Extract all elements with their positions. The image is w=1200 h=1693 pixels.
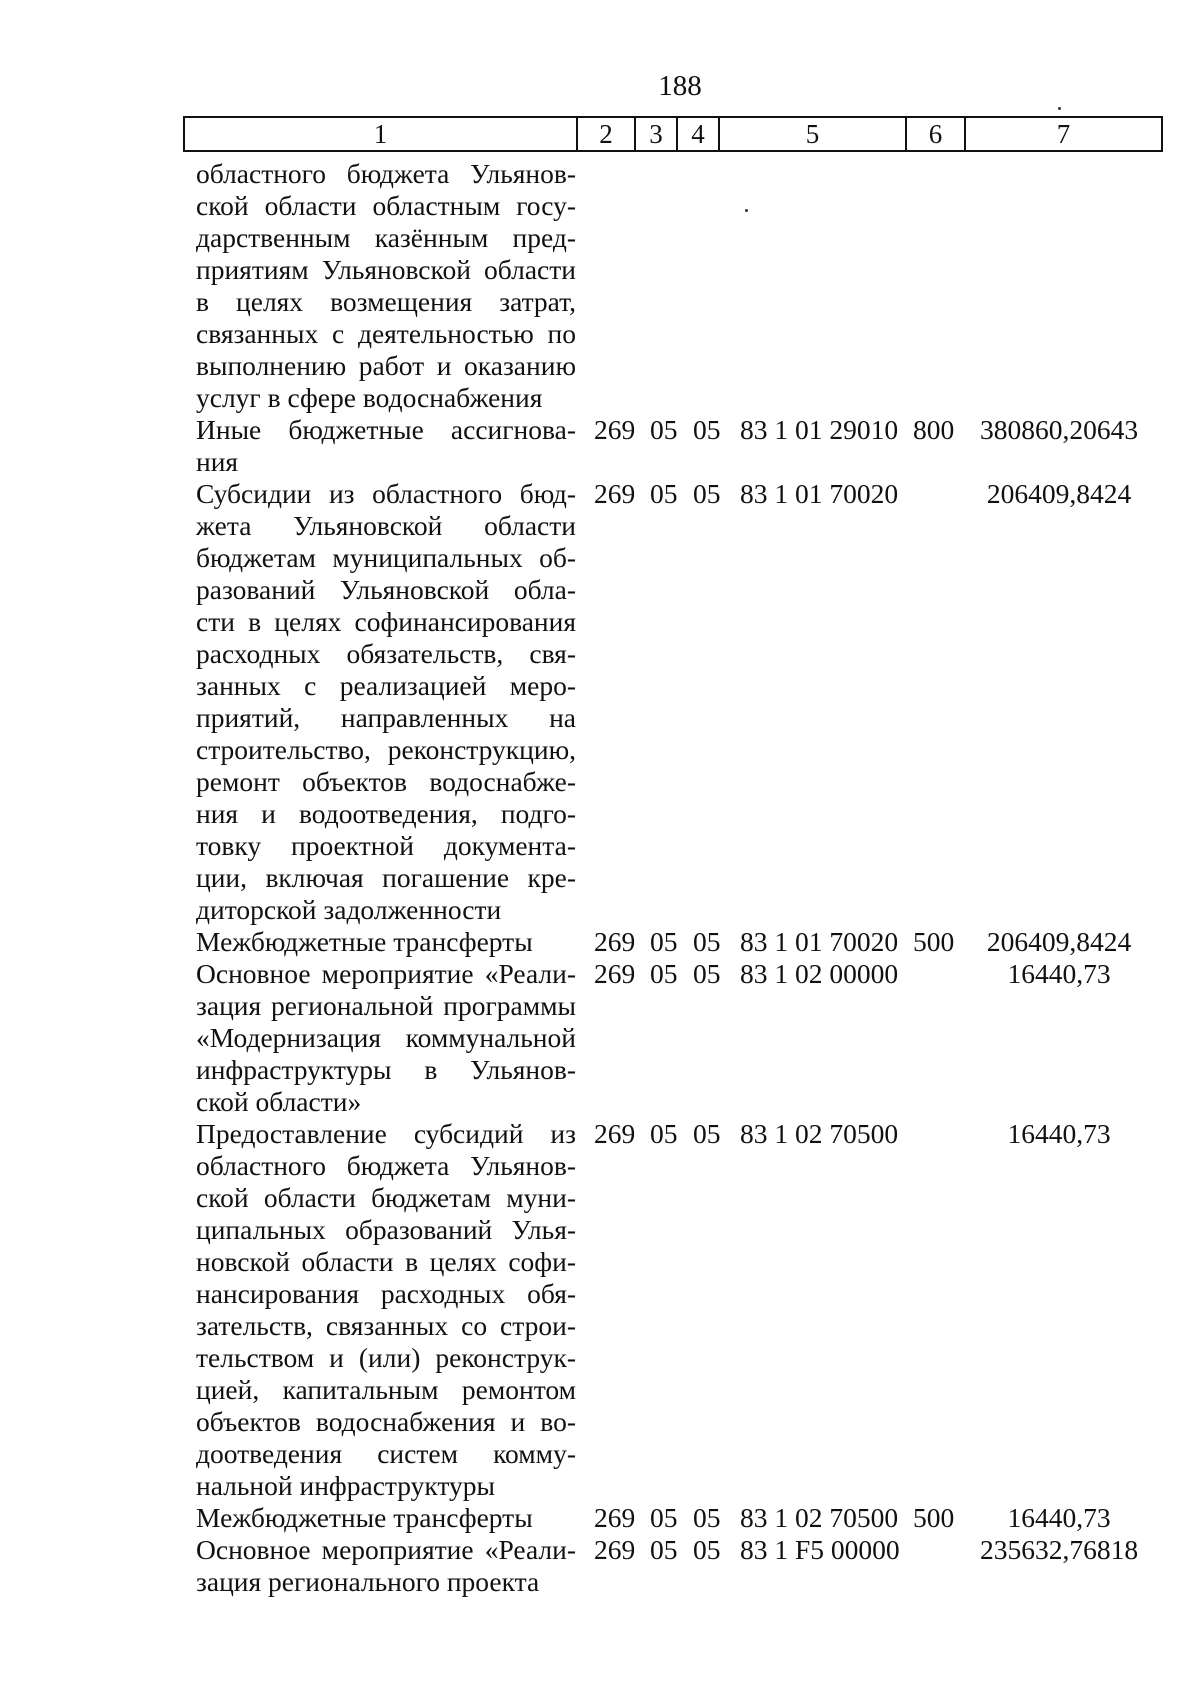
row-description <box>196 1502 576 1534</box>
description-line: приятий, направленных на <box>196 702 576 733</box>
description-line: объектов водоснабжения и во- <box>196 1406 576 1437</box>
description-line: нансирования расходных обя- <box>196 1278 576 1309</box>
cell-c2: 269 <box>594 1118 636 1149</box>
description-line: областного бюджета Ульянов- <box>196 158 576 189</box>
table-row <box>0 1118 1200 1502</box>
description-line: сти в целях софинансирования <box>196 606 576 637</box>
header-col-6: 6 <box>906 117 965 151</box>
row-description <box>196 926 576 958</box>
cell-c5: 83 1 02 00000 <box>740 958 899 989</box>
cell-c2: 269 <box>594 1502 636 1533</box>
cell-c4: 05 <box>693 958 721 989</box>
row-description <box>196 958 576 1118</box>
cell-c3: 05 <box>650 1534 678 1565</box>
description-line: расходных обязательств, свя- <box>196 638 576 669</box>
cell-c3: 05 <box>650 414 678 445</box>
cell-c7: 380860,20643 <box>979 414 1139 445</box>
description-line: инфраструктуры в Ульянов- <box>196 1054 576 1085</box>
description-line: ской области бюджетам муни- <box>196 1182 576 1213</box>
cell-c2: 269 <box>594 478 636 509</box>
cell-c3: 05 <box>650 926 678 957</box>
page-number: 188 <box>658 70 702 102</box>
cell-c3: 05 <box>650 1502 678 1533</box>
cell-c2: 269 <box>594 926 636 957</box>
description-line: ния и водоотведения, подго- <box>196 798 576 829</box>
cell-c5: 83 1 F5 00000 <box>740 1534 900 1565</box>
cell-c4: 05 <box>693 414 721 445</box>
table-row <box>0 1502 1200 1534</box>
description-line: связанных с деятельностью по <box>196 318 576 349</box>
description-line: разований Ульяновской обла- <box>196 574 576 605</box>
description-line: Иные бюджетные ассигнова- <box>196 414 576 445</box>
description-line: областного бюджета Ульянов- <box>196 1150 576 1181</box>
cell-c4: 05 <box>693 1118 721 1149</box>
description-line: дарственным казённым пред- <box>196 222 576 253</box>
cell-c7: 206409,8424 <box>986 478 1132 509</box>
description-line: Основное мероприятие «Реали- <box>196 1534 576 1565</box>
header-col-7: 7 <box>965 117 1162 151</box>
cell-c5: 83 1 02 70500 <box>740 1502 899 1533</box>
cell-c7: 16440,73 <box>1007 958 1111 989</box>
cell-c7: 16440,73 <box>1007 1502 1111 1533</box>
description-line: услуг в сфере водоснабжения <box>196 382 543 413</box>
cell-c5: 83 1 01 70020 <box>740 926 899 957</box>
description-line: ремонт объектов водоснабже- <box>196 766 576 797</box>
table-row <box>0 158 1200 414</box>
cell-c4: 05 <box>693 478 721 509</box>
description-line: диторской задолженности <box>196 894 502 925</box>
description-line: бюджетам муниципальных об- <box>196 542 576 573</box>
header-col-4: 4 <box>677 117 719 151</box>
cell-c2: 269 <box>594 1534 636 1565</box>
scan-speck <box>1058 107 1061 110</box>
description-line: цией, капитальным ремонтом <box>196 1374 576 1405</box>
cell-c3: 05 <box>650 478 678 509</box>
description-line: приятиям Ульяновской области <box>196 254 576 285</box>
header-col-5: 5 <box>719 117 906 151</box>
cell-c4: 05 <box>693 1502 721 1533</box>
description-line: нальной инфраструктуры <box>196 1470 496 1501</box>
header-col-1: 1 <box>184 117 577 151</box>
table-row <box>0 926 1200 958</box>
cell-c6: 500 <box>913 1502 955 1533</box>
description-line: товку проектной документа- <box>196 830 576 861</box>
description-line: тельством и (или) реконструк- <box>196 1342 576 1373</box>
cell-c4: 05 <box>693 1534 721 1565</box>
description-line: в целях возмещения затрат, <box>196 286 576 317</box>
description-line: ципальных образований Улья- <box>196 1214 576 1245</box>
cell-c4: 05 <box>693 926 721 957</box>
cell-c7: 206409,8424 <box>986 926 1132 957</box>
cell-c2: 269 <box>594 414 636 445</box>
cell-c7: 235632,76818 <box>979 1534 1139 1565</box>
description-line: жета Ульяновской области <box>196 510 576 541</box>
description-line: ской области» <box>196 1086 362 1117</box>
description-line: зательств, связанных со строи- <box>196 1310 576 1341</box>
table-row <box>0 414 1200 478</box>
cell-c3: 05 <box>650 958 678 989</box>
cell-c5: 83 1 01 70020 <box>740 478 899 509</box>
description-line: Межбюджетные трансферты <box>196 1502 533 1533</box>
description-line: ской области областным госу- <box>196 190 576 221</box>
table-row <box>0 958 1200 1118</box>
column-header-table <box>183 116 1163 152</box>
description-line: зация региональной программы <box>196 990 576 1021</box>
description-line: занных с реализацией меро- <box>196 670 576 701</box>
description-line: доотведения систем комму- <box>196 1438 576 1469</box>
cell-c5: 83 1 01 29010 <box>740 414 899 445</box>
table-row <box>0 478 1200 926</box>
description-line: зация регионального проекта <box>196 1566 540 1597</box>
description-line: строительство, реконструкцию, <box>196 734 576 765</box>
row-description <box>196 414 576 478</box>
header-col-2: 2 <box>577 117 635 151</box>
cell-c7: 16440,73 <box>1007 1118 1111 1149</box>
description-line: ции, включая погашение кре- <box>196 862 576 893</box>
cell-c5: 83 1 02 70500 <box>740 1118 899 1149</box>
row-description <box>196 478 576 926</box>
description-line: Субсидии из областного бюд- <box>196 478 576 509</box>
cell-c6: 800 <box>913 414 955 445</box>
row-description <box>196 158 576 414</box>
description-line: Основное мероприятие «Реали- <box>196 958 576 989</box>
description-line: новской области в целях софи- <box>196 1246 576 1277</box>
description-line: ния <box>196 446 239 477</box>
description-line: Предоставление субсидий из <box>196 1118 576 1149</box>
cell-c6: 500 <box>913 926 955 957</box>
description-line: «Модернизация коммунальной <box>196 1022 576 1053</box>
table-row <box>0 1534 1200 1598</box>
row-description <box>196 1534 576 1598</box>
row-description <box>196 1118 576 1502</box>
description-line: Межбюджетные трансферты <box>196 926 533 957</box>
cell-c3: 05 <box>650 1118 678 1149</box>
cell-c2: 269 <box>594 958 636 989</box>
description-line: выполнению работ и оказанию <box>196 350 576 381</box>
header-col-3: 3 <box>635 117 677 151</box>
